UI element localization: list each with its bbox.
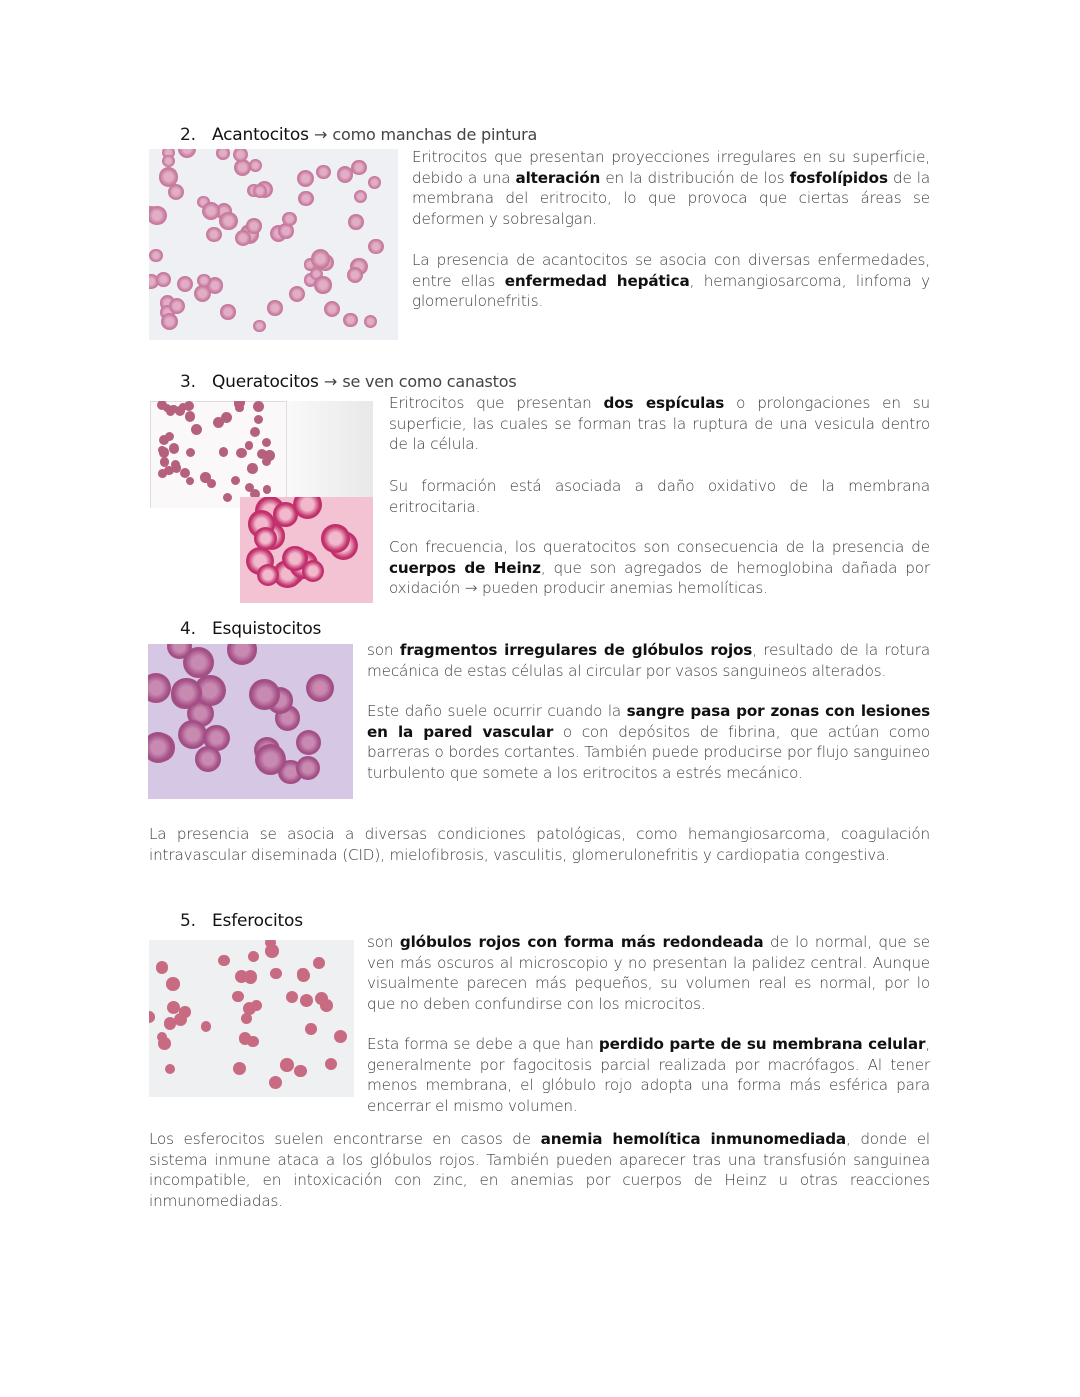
blood-cell-shape [233, 1062, 246, 1075]
blood-cell-shape [289, 286, 305, 302]
blood-cell-shape [219, 447, 229, 457]
blood-cell-shape [213, 417, 224, 428]
section-number: 2. [180, 125, 196, 145]
blood-cell-shape [149, 249, 162, 262]
blood-cell-shape [296, 730, 321, 755]
blood-cell-shape [348, 214, 364, 230]
blood-cell-shape [166, 407, 175, 416]
blood-cell-shape [254, 415, 263, 424]
section-title: Esquistocitos [212, 619, 322, 639]
blood-cell-shape [314, 276, 331, 293]
paragraph: Esta forma se debe a que han perdido parte de su membrana celular, generalmente por fagocitosis parcial realizada por macrófagos. Al tener menos membrana, el glóbulo rojo adopta una forma más esférica para encerrar el mismo volumen. [367, 1035, 930, 1115]
blood-cell-shape [300, 994, 313, 1007]
blood-cell-shape [253, 184, 267, 198]
blood-cell-shape [262, 438, 271, 447]
blood-cell-shape [282, 212, 296, 226]
blood-cell-shape [305, 1023, 317, 1035]
blood-cell-shape [220, 304, 236, 320]
section-number: 3. [180, 372, 196, 392]
arrow-icon: → [313, 125, 328, 144]
acantocitos-micrograph [149, 149, 398, 340]
arrow-icon: → [323, 372, 338, 391]
paragraph: son fragmentos irregulares de glóbulos rojos, resultado de la rotura mecánica de estas células al circular por vasos sanguineos alterados. [367, 641, 930, 680]
section-title: Queratocitos [212, 372, 319, 392]
blood-cell-shape [179, 1006, 190, 1017]
section-heading-queratocitos [180, 372, 516, 392]
paragraph: Con frecuencia, los queratocitos son consecuencia de la presencia de cuerpos de Heinz, que son agregados de hemoglobina dañada por oxidación → pueden producir anemias hemolíticas. [389, 538, 930, 597]
blood-cell-shape [236, 448, 247, 459]
blood-cell-shape [324, 301, 340, 317]
section-title: Esferocitos [212, 911, 303, 931]
blood-cell-shape [294, 1065, 307, 1078]
blood-cell-shape [207, 479, 216, 488]
blood-cell-shape [250, 427, 260, 437]
blood-cell-shape [351, 160, 367, 176]
closing-paragraph: Los esferocitos suelen encontrarse en casos de anemia hemolítica inmunomediada, donde el sistema inmune ataca a los glóbulos rojos. También pueden aparecer tras una transfusión sanguinea incompatible, en intoxicación con zinc, en anemias por cuerpos de Heinz u otras reacciones inmunomediadas. [149, 1130, 930, 1210]
blood-cell-shape [159, 447, 169, 457]
blood-cell-shape [202, 202, 220, 220]
blood-cell-shape [149, 206, 167, 226]
blood-cell-shape [156, 272, 171, 287]
blood-cell-shape [334, 1030, 347, 1043]
paragraph: Eritrocitos que presentan dos espículas o prolongaciones en su superficie, las cuales se forman tras la ruptura de una vesicula dentro de la célula. [389, 394, 930, 453]
blood-cell-shape [234, 159, 251, 176]
blood-cell-shape [267, 300, 283, 316]
blood-cell-shape [223, 493, 232, 502]
blood-cell-shape [368, 176, 381, 189]
blood-cell-shape [195, 746, 221, 772]
paragraph: Este daño suele ocurrir cuando la sangre pasa por zonas con lesiones en la pared vascular o con depósitos de fibrina, que actúan como barreras o bordes cortantes. También puede producirse por flujo sanguineo turbulento que somete a los eritrocitos a estrés mecánico. [367, 702, 930, 782]
blood-cell-shape [249, 679, 280, 710]
section-heading-esquistocitos [180, 619, 321, 639]
blood-cell-shape [253, 320, 265, 332]
paragraph: Su formación está asociada a daño oxidativo de la membrana eritrocitaria. [389, 477, 930, 516]
blood-cell-shape [302, 560, 324, 582]
blood-cell-shape [239, 1032, 251, 1044]
blood-cell-shape [297, 969, 310, 982]
section-subtitle: como manchas de pintura [332, 125, 538, 144]
blood-cell-shape [321, 524, 349, 552]
blood-cell-shape [158, 469, 167, 478]
blood-cell-shape [165, 432, 175, 442]
blood-cell-shape [245, 441, 254, 450]
blood-cell-shape [162, 155, 175, 168]
section-title: Acantocitos [212, 125, 309, 145]
blood-cell-shape [343, 313, 357, 327]
blood-cell-shape [286, 991, 298, 1003]
blood-cell-shape [296, 756, 320, 780]
blood-cell-shape [218, 955, 229, 966]
blood-cell-shape [234, 401, 244, 409]
blood-cell-shape [313, 957, 325, 969]
queratocitos-micrograph-top [150, 401, 287, 508]
blood-cell-shape [206, 227, 222, 243]
section-number: 4. [180, 619, 196, 639]
blood-cell-shape [194, 285, 211, 302]
blood-cell-shape [177, 276, 193, 292]
blood-cell-shape [280, 1058, 294, 1072]
queratocitos-image-container [150, 401, 373, 508]
blood-cell-shape [264, 450, 275, 461]
blood-cell-shape [320, 999, 333, 1012]
closing-paragraph: La presencia se asocia a diversas condiciones patológicas, como hemangiosarcoma, coagulación intravascular diseminada (CID), mielofibrosis, vasculitis, glomerulonefritis y cardiopatia congestiva. [149, 825, 930, 864]
blood-cell-shape [178, 149, 196, 158]
paragraph: La presencia de acantocitos se asocia con diversas enfermedades, entre ellas enfermedad hepática, hemangiosarcoma, linfoma y glomerulonefritis. [412, 251, 930, 310]
blood-cell-shape [201, 1021, 212, 1032]
blood-cell-shape [325, 1058, 337, 1070]
blood-cell-shape [185, 411, 195, 421]
blood-cell-shape [368, 239, 384, 255]
section-number: 5. [180, 911, 196, 931]
blood-cell-shape [167, 1001, 181, 1015]
blood-cell-shape [306, 674, 334, 702]
blood-cell-shape [165, 1064, 175, 1074]
section-heading-esferocitos [180, 911, 303, 931]
blood-cell-shape [216, 149, 230, 160]
blood-cell-shape [164, 1017, 177, 1030]
blood-cell-shape [298, 191, 313, 206]
blood-cell-shape [347, 267, 363, 283]
blood-cell-shape [156, 961, 168, 973]
blood-cell-shape [169, 298, 185, 314]
blood-cell-shape [231, 476, 241, 486]
blood-cell-shape [197, 274, 210, 287]
blood-cell-shape [265, 944, 279, 958]
blood-cell-shape [247, 463, 258, 474]
blood-cell-shape [244, 970, 258, 984]
queratocitos-micrograph-bottom [240, 497, 373, 603]
blood-cell-shape [257, 564, 279, 586]
blood-cell-shape [159, 167, 178, 186]
blood-cell-shape [251, 1000, 262, 1011]
blood-cell-shape [269, 1076, 282, 1089]
blood-cell-shape [253, 401, 264, 412]
blood-cell-shape [241, 1013, 252, 1024]
blood-cell-shape [248, 951, 259, 962]
blood-cell-shape [270, 968, 281, 979]
esquistocitos-micrograph [148, 644, 353, 799]
esferocitos-micrograph [149, 940, 354, 1097]
blood-cell-shape [235, 230, 251, 246]
blood-cell-shape [186, 448, 195, 457]
blood-cell-shape [232, 991, 244, 1003]
blood-cell-shape [364, 315, 377, 328]
section-subtitle: se ven como canastos [342, 372, 517, 391]
blood-cell-shape [219, 212, 238, 231]
blood-cell-shape [191, 424, 202, 435]
section-heading-acantocitos [180, 125, 537, 145]
blood-cell-shape [148, 673, 171, 703]
blood-cell-shape [311, 249, 330, 268]
paragraph: Eritrocitos que presentan proyecciones irregulares en su superficie, debido a una alteración en la distribución de los fosfolípidos de la membrana del eritrocito, lo que provoca que ciertas áreas se deformen y sobresalgan. [412, 148, 930, 228]
blood-cell-shape [354, 190, 367, 203]
blood-cell-shape [263, 485, 271, 493]
paragraph: son glóbulos rojos con forma más redondeada de lo normal, que se ven más oscuros al microscopio y no presentan la palidez central. Aunque visualmente parecen más pequeños, su volumen real es normal, por lo que no deben confundirse con los microcitos. [367, 933, 931, 1013]
blood-cell-shape [149, 1011, 155, 1023]
blood-cell-shape [169, 443, 179, 453]
blood-cell-shape [297, 170, 314, 187]
blood-cell-shape [184, 401, 194, 411]
blood-cell-shape [227, 644, 258, 665]
blood-cell-shape [316, 165, 330, 179]
blood-cell-shape [166, 977, 180, 991]
blood-cell-shape [186, 477, 194, 485]
blood-cell-shape [161, 313, 178, 330]
